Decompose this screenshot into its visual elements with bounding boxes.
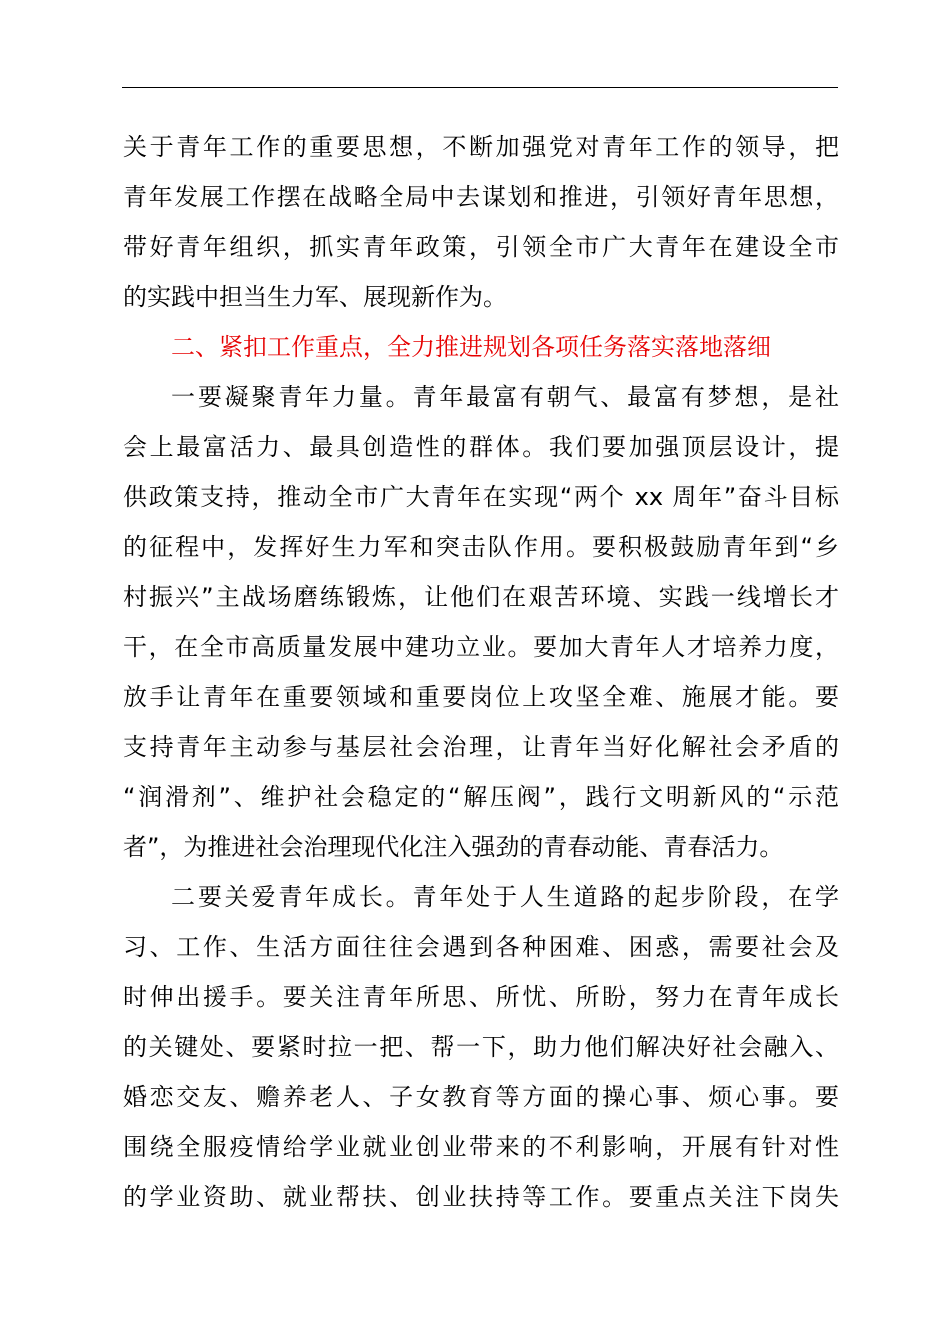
paragraph-line: 支持青年主动参与基层社会治理，让青年当好化解社会矛盾的	[123, 733, 839, 761]
paragraph-line: “润滑剂”、维护社会稳定的“解压阀”，践行文明新风的“示范	[123, 783, 839, 811]
paragraph-line: 的实践中担当生力军、展现新作为。	[123, 283, 507, 311]
paragraph-line: 婚恋交友、赡养老人、子女教育等方面的操心事、烦心事。要	[123, 1083, 839, 1111]
paragraph-line: 青年发展工作摆在战略全局中去谋划和推进，引领好青年思想，	[123, 183, 839, 211]
paragraph-line: 的征程中，发挥好生力军和突击队作用。要积极鼓励青年到“乡	[123, 533, 839, 561]
header-rule	[122, 87, 838, 88]
paragraph-line: 干，在全市高质量发展中建功立业。要加大青年人才培养力度，	[123, 633, 839, 661]
paragraph-line: 一要凝聚青年力量。青年最富有朝气、最富有梦想，是社	[171, 383, 839, 411]
paragraph-line: 村振兴”主战场磨练锻炼，让他们在艰苦环境、实践一线增长才	[123, 583, 839, 611]
paragraph-line: 二要关爱青年成长。青年处于人生道路的起步阶段，在学	[171, 883, 839, 911]
paragraph-line: 关于青年工作的重要思想，不断加强党对青年工作的领导，把	[123, 133, 839, 161]
paragraph-line: 者”，为推进社会治理现代化注入强劲的青春动能、青春活力。	[123, 833, 784, 861]
paragraph-line: 供政策支持，推动全市广大青年在实现“两个 xx 周年”奋斗目标	[123, 483, 839, 511]
paragraph-line: 时伸出援手。要关注青年所思、所忧、所盼，努力在青年成长	[123, 983, 839, 1011]
document-body	[123, 122, 839, 1222]
paragraph-line: 带好青年组织，抓实青年政策，引领全市广大青年在建设全市	[123, 233, 839, 261]
paragraph-line: 会上最富活力、最具创造性的群体。我们要加强顶层设计，提	[123, 433, 839, 461]
paragraph-line: 的学业资助、就业帮扶、创业扶持等工作。要重点关注下岗失	[123, 1183, 839, 1211]
paragraph-line: 习、工作、生活方面往往会遇到各种困难、困惑，需要社会及	[123, 933, 839, 961]
paragraph-line: 放手让青年在重要领域和重要岗位上攻坚全难、施展才能。要	[123, 683, 839, 711]
section-heading: 二、紧扣工作重点，全力推进规划各项任务落实落地落细	[171, 333, 771, 361]
paragraph-line: 的关键处、要紧时拉一把、帮一下，助力他们解决好社会融入、	[123, 1033, 839, 1061]
paragraph-line: 围绕全服疫情给学业就业创业带来的不利影响，开展有针对性	[123, 1133, 839, 1161]
